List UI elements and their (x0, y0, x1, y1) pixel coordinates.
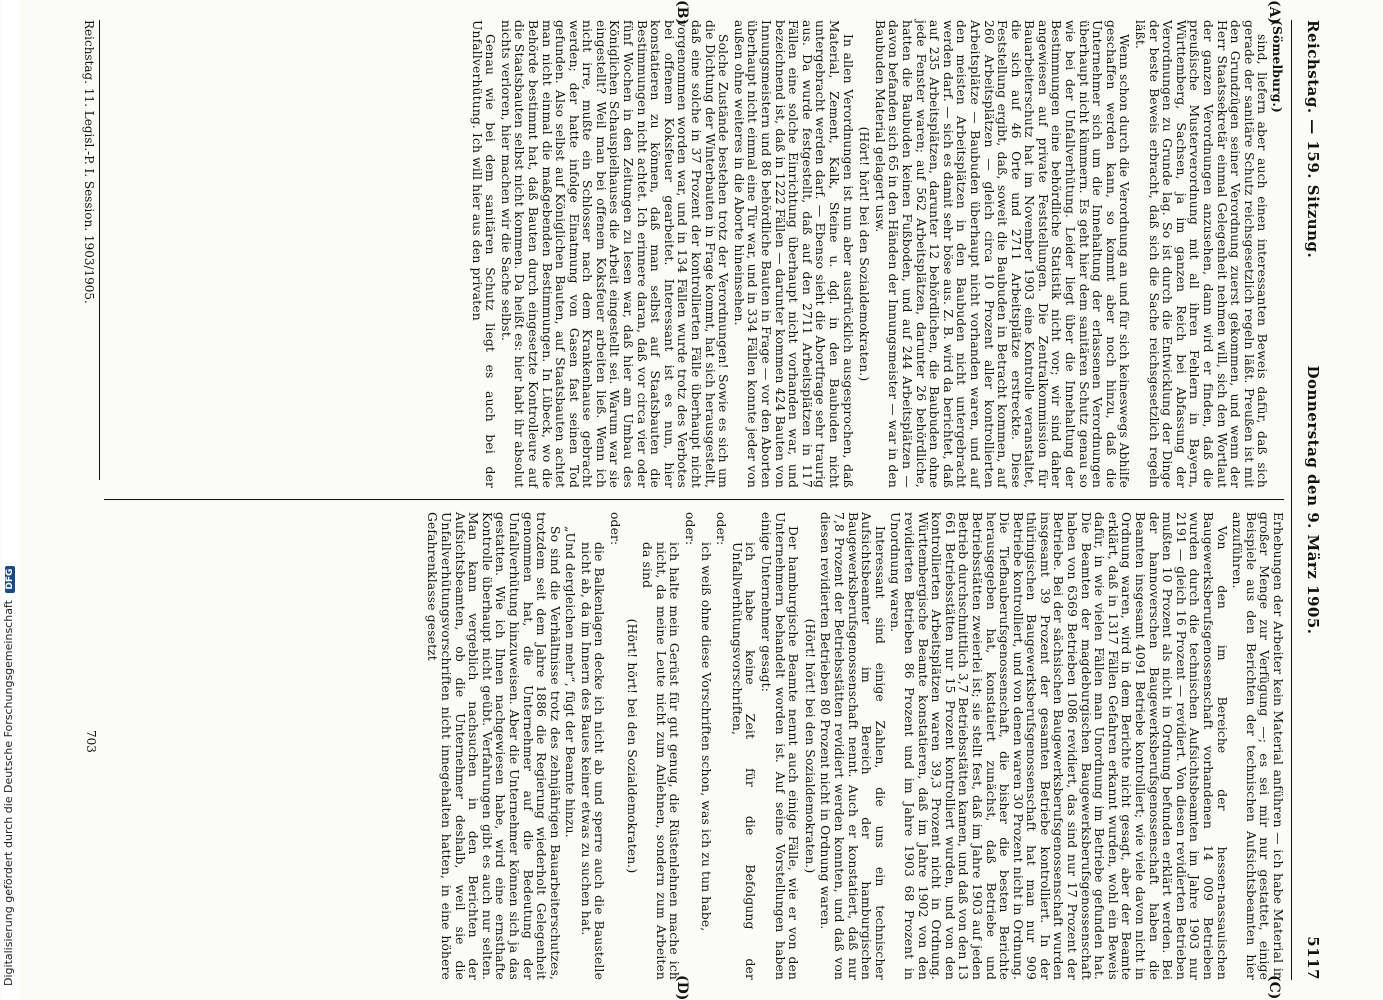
column-divider (104, 499, 1284, 500)
connector-label: oder: (683, 512, 698, 546)
paragraph: Erhebungen der Arbeiter kein Material anführen — ich habe Material in großer Menge zur Verfügung —; es sei mir nur gestattet, einige Beispiele aus den Berichten der technischen Aufsichtsbeamten hier anzuführen. (1230, 512, 1285, 980)
footer-citation: Reichstag. 11. Legisl.-P. I. Session. 1903/1905. (82, 20, 96, 304)
connector-label: oder: (608, 512, 623, 546)
page-header (1296, 20, 1322, 980)
paragraph: So sind die Verhältnisse trotz des zehnjährigen Bauarbeiterschutzes, trotzdem seit dem Jahre 1886 die Regierung wiederholt Gelegenheit genommen hat, die Unternehmer auf die Bedeutung der Unfallverhütung hinzuweisen. Aber die Unternehmer können sich ja das gestatten. Wie ich Ihnen nachgewiesen habe, wird eine ernsthafte Kontrolle überhaupt nicht geübt. Verfahrungen gibt es auch nur selten. Man kann vergeblich nachsuchen in den Berichten der Aufsichtsbeamten, ob die Unternehmer deshalb, weil sie die Unfallverhütungsvorschriften nicht innegehalten hatten, in eine höhere Gefahrenklasse gesetzt (425, 512, 562, 980)
page-footer (82, 20, 100, 480)
interjection: (Hört! hört! bei den Sozialdemokraten.) (624, 618, 639, 874)
footer-page-number: 703 (84, 730, 98, 753)
quoted-statement: ich habe keine Zeit für die Befolgung der Unfallverhütungsvorschriften, (729, 542, 758, 980)
digitization-sidebar (2, 0, 20, 1000)
paragraph: Genau wie bei dem sanitären Schutz liegt es auch bei der Unfallverhütung. Ich will hier aus den privaten (469, 20, 498, 488)
right-column (423, 512, 1284, 980)
margin-marker-a: (A) (1266, 0, 1282, 25)
quoted-statement: ich halte mein Gerüst für gut genug, die Rüstenlehnen mache ich nicht, da meine Leute nicht zum Anlehnen, sondern zum Arbeiten da sind (640, 542, 682, 980)
quoted-statement: ich weiß ohne diese Vorschriften schon, was ich zu tun habe, (698, 542, 713, 932)
header-rule (1291, 20, 1292, 980)
header-date: Donnerstag den 9. März 1905. (1304, 365, 1322, 635)
left-column (467, 20, 1284, 488)
header-session: Reichstag. — 159. Sitzung. (1304, 20, 1322, 259)
margin-marker-c: (C) (1266, 975, 1282, 1000)
sidebar-credit: Digitalisierung gefördert durch die Deutsche Forschungsgemeinschaft (2, 600, 15, 986)
margin-marker-d: (D) (674, 975, 690, 1000)
paragraph: Interessant sind einige Zahlen, die uns ein technischer Aufsichtsbeamter im Bereich der hamburgischen Baugewerksberufsgenossenschaft nennt. Auch er konstatiert, daß nur 7,8 Prozent der Betriebsstätten revidiert werden konnten, und daß von diesen revidierten Betrieben 80 Prozent nicht in Ordnung waren. (818, 512, 887, 980)
paragraph: Von den im Bereiche der hessen-nassauischen Baugewerksberufsgenossenschaft vorhandenen 14 009 Betrieben wurden durch die technischen Aufsichtsbeamten im Jahre 1903 nur 2191 — gleich 16 Prozent — revidiert. Von diesen revidierten Betrieben mußten 10 Prozent als nicht in Ordnung befunden erklärt werden. Bei der hannoverschen Baugewerksberufsgenossenschaft haben die Beamten insgesamt 4091 Betriebe kontrolliert; wie viele davon nicht in Ordnung waren, wird in dem Berichte nicht gesagt, aber der Beamte erklärt, daß in 1317 Fällen Gefahren erkannt wurden, wohl ein Beweis dafür, in wie vielen Fällen man Unordnung im Betriebe gefunden hat. Die Beamten der magdeburgischen Baugewerksberufsgenossenschaft haben von 6369 Betrieben 1086 revidiert, das sind nur 17 Prozent der Betriebe. Bei der sächsischen Baugewerksberufsgenossenschaft wurden insgesamt 39 Prozent der gesamten Betriebe kontrolliert. In der thüringischen Baugewerksberufsgenossenschaft hat man nur 909 Betriebe kontrolliert, und von denen waren 30 Prozent nicht in Ordnung. Die Tiefbauberufsgenossenschaft, die bisher die besten Berichte herausgegeben hat, konstatiert zunächst, daß Betriebe und Betriebsstätten zweierlei ist; sie stellt fest, daß im Jahre 1903 auf jeden Betrieb durchschnittlich 3,7 Betriebsstätten kamen, und daß von den 13 661 Betriebsstätten nur 15 Prozent kontrolliert wurden, und von den kontrollierten Arbeitsplätzen waren 39,3 Prozent nicht in Ordnung. Württembergische Beamte konstatieren, daß im Jahre 1902 von den revidierten Betrieben 86 Prozent und im Jahre 1903 68 Prozent in Unordnung waren. (888, 512, 1229, 980)
quoted-statement: die Balkenlagen decke ich nicht ab und sperre auch die Baustelle nicht ab, da im Innern des Baues keiner etwas zu suchen hat. (578, 542, 607, 980)
margin-marker-b: (B) (674, 0, 690, 26)
header-page-number: 5117 (1304, 936, 1322, 980)
paragraph: Wenn schon durch die Verordnung an und für sich keineswegs Abhilfe geschaffen werden kann, so kommt aber noch hinzu, daß die Unternehmer sich um die Innehaltung der erlassenen Verordnungen überhaupt nicht kümmern. Es geht hier dem sanitären Schutz genau so wie bei der Unfallverhütung. Leider liegt über die Innehaltung der Bestimmungen eine behördliche Statistik nicht vor; wir sind daher angewiesen auf private Feststellungen. Die Zentralkommission für Bauarbeiterschutz hat im November 1903 eine Kontrolle veranstaltet, die sich auf 46 Orte und 2711 Arbeitsplätze erstreckte. Diese Feststellung ergibt, daß, soweit die Baubuden in Betracht kommen, auf 260 Arbeitsplätzen — gleich circa 10 Prozent aller kontrollierten Arbeitsplätze — Baubuden überhaupt nicht vorhanden waren, und auf den meisten Arbeitsplätzen in den Baubuden nicht untergebracht werden darf. — sich es damit sehr böse aus. Z. B. wird da berichtet, daß auf 235 Arbeitsplätzen, darunter 12 behördlichen, die Baubuden ohne jede Fenster waren; auf 562 Arbeitsplätzen, darunter 26 behördliche, hatten die Baubuden keinen Fußboden, und auf 244 Arbeitsplätzen — davon befanden sich 65 in den Händen der Innungsmeister — war in den Baubuden Material gelagert usw. (872, 20, 1132, 488)
dfg-logo: DFG (5, 566, 15, 593)
paragraph: „Und dergleichen mehr“, fügt der Beamte hinzu. (563, 526, 578, 838)
speaker-name: (Sömelburg.) (1270, 20, 1285, 113)
interjection: (Hört! hört! bei den Sozialdemokraten.) (857, 126, 872, 382)
paragraph: Der hamburgische Beamte nennt auch einige Fälle, wie er von den Unternehmern behandelt worden ist. Auf seine Vorstellungen haben einige Unternehmer gesagt: (759, 512, 801, 980)
connector-label: oder: (714, 512, 729, 546)
paragraph: Solche Zustände bestehen trotz der Verordnungen! Sowie es sich um die Dichtung der Winterbauten in Frage kommt, hat sich herausgestellt, daß eine solche in 37 Prozent der kontrollierten Fälle überhaupt nicht vorgenommen worden war, und in 134 Fällen wurde trotz des Verbotes bei offenem Koksfeuer gearbeitet. Interessant ist es nun, hier konstatieren zu können, daß man selbst auf Staatsbauten die Bestimmungen nicht achtet. Ich erinnere daran, daß vor circa vier oder fünf Wochen in den Zeitungen zu lesen war, daß hier am Umbau des Königlichen Schauspielhauses die Arbeit eingestellt sei. Warum war sie eingestellt? Weil man bei offenem Koksfeuer arbeiten ließ. Wenn ich nicht irre, mußte ein Schlosser nach dem Krankenhause gebracht werden; der hatte infolge Einatmung von Gasen fast seinen Tod gefunden. Also selbst auf Königlichen Bauten, auf Staatsbauten achtet man nicht einmal die maßgebenden Bestimmungen. In Lübeck, wo die Behörde bestimmt hat, daß Bauten durch eingesetzte Kontrolleure auf die Staatsbauten selbst nicht kommen. Da heißt es: hier habt ihr absolut nichts verloren, hier machen wir die Sache selbst. (498, 20, 731, 488)
interjection: (Hört! hört! bei den Sozialdemokraten.) (802, 618, 817, 874)
paragraph: sind, liefern aber auch einen interessanten Beweis dafür, daß sich gerade der sanitäre Schutz reichsgesetzlich regeln läßt. Preußen ist mit den Grundzügen seiner Verordnung zuerst gekommen, und wenn der Herr Staatssekretär einmal Gelegenheit nehmen will, sich den Wortlaut der ganzen Verordnungen anzusehen, dann wird er finden, daß die preußische Musterverordnung mit all ihren Fehlern in Bayern, Württemberg, Sachsen, ja im ganzen Reich bei Abfassung der Verordnungen zu Grunde lag. So ist durch die Entwicklung der Dinge der beste Beweis erbracht, daß sich die Sache reichsgesetzlich regeln läßt. (1133, 20, 1270, 488)
paragraph: In allen Verordnungen ist nun aber ausdrücklich ausgesprochen, daß Material, Zement, Kalk, Steine u. dgl. in den Baubuden nicht untergebracht werden darf. — Ebenso sieht die Abortfrage sehr traurig aus. Da wurde festgestellt, daß auf den 2711 Arbeitsplätzen in 117 Fällen eine solche Einrichtung überhaupt nicht vorhanden war, und bezeichnend ist, daß in 1222 Fällen — darunter kommen 424 Bauten von Innungsmeistern und 86 behördliche Bauten in Frage — vor den Aborten überhaupt nicht einmal eine Tür war, und in 334 Fällen konnte jeder von außen ohne weiteres in die Aborte hineinsehen. (731, 20, 855, 488)
rotated-page (60, 0, 1330, 1000)
